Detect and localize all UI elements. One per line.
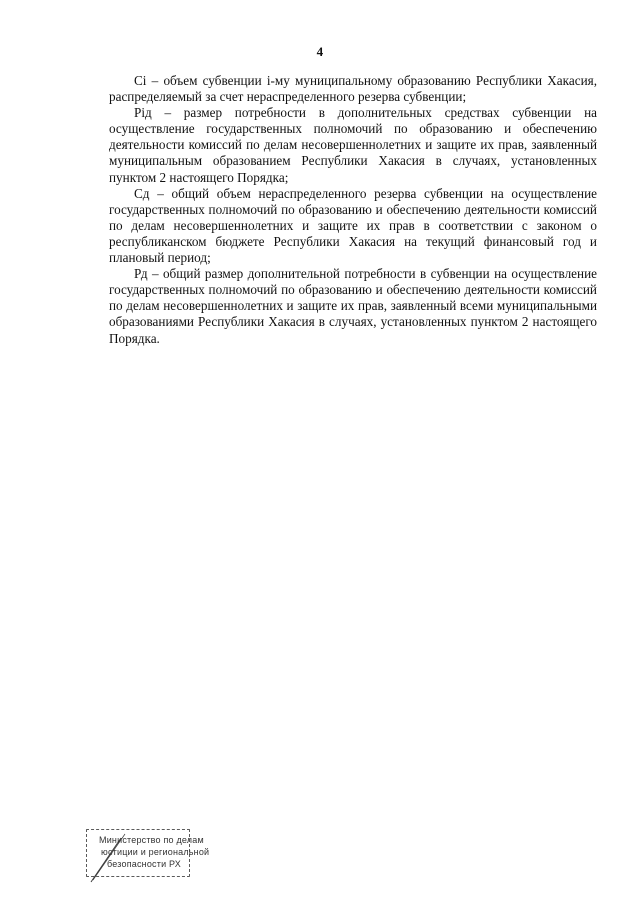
stamp-line-3: безопасности РХ [107,859,181,869]
stamp-line-2: юстиции и региональной [101,847,210,857]
paragraph-sd-definition: Сд – общий объем нераспределенного резерва субвенции на осуществление государственных полномочий по образованию и обеспечению деятельности комиссий по делам несовершеннолетних и защите их прав в соответствии с законом о республиканском бюджете Республики Хакасия на текущий финансовый год и плановый период; [109,185,597,266]
paragraph-pid-definition: Piд – размер потребности в дополнительных средствах субвенции на осуществление государственных полномочий по образованию и обеспечению деятельности комиссий по делам несовершеннолетних и защите их прав, заявленный муниципальным образованием Республики Хакасия в случаях, установленных пунктом 2 настоящего Порядка; [109,105,597,185]
ministry-stamp [86,829,210,877]
page-number: 4 [316,44,324,59]
document-body [109,73,597,347]
stamp-line-1: Министерство по делам [99,835,204,845]
paragraph-rd-definition: Рд – общий размер дополнительной потребности в субвенции на осуществление государственных полномочий по образованию и обеспечению деятельности комиссий по делам несовершеннолетних и защите их прав, заявленный всеми муниципальными образованиями Республики Хакасия в случаях, установленных пунктом 2 настоящего Порядка. [109,266,597,346]
paragraph-ci-definition: Ci – объем субвенции i-му муниципальному образованию Республики Хакасия, распределяемый за счет нераспределенного резерва субвенции; [109,73,597,105]
